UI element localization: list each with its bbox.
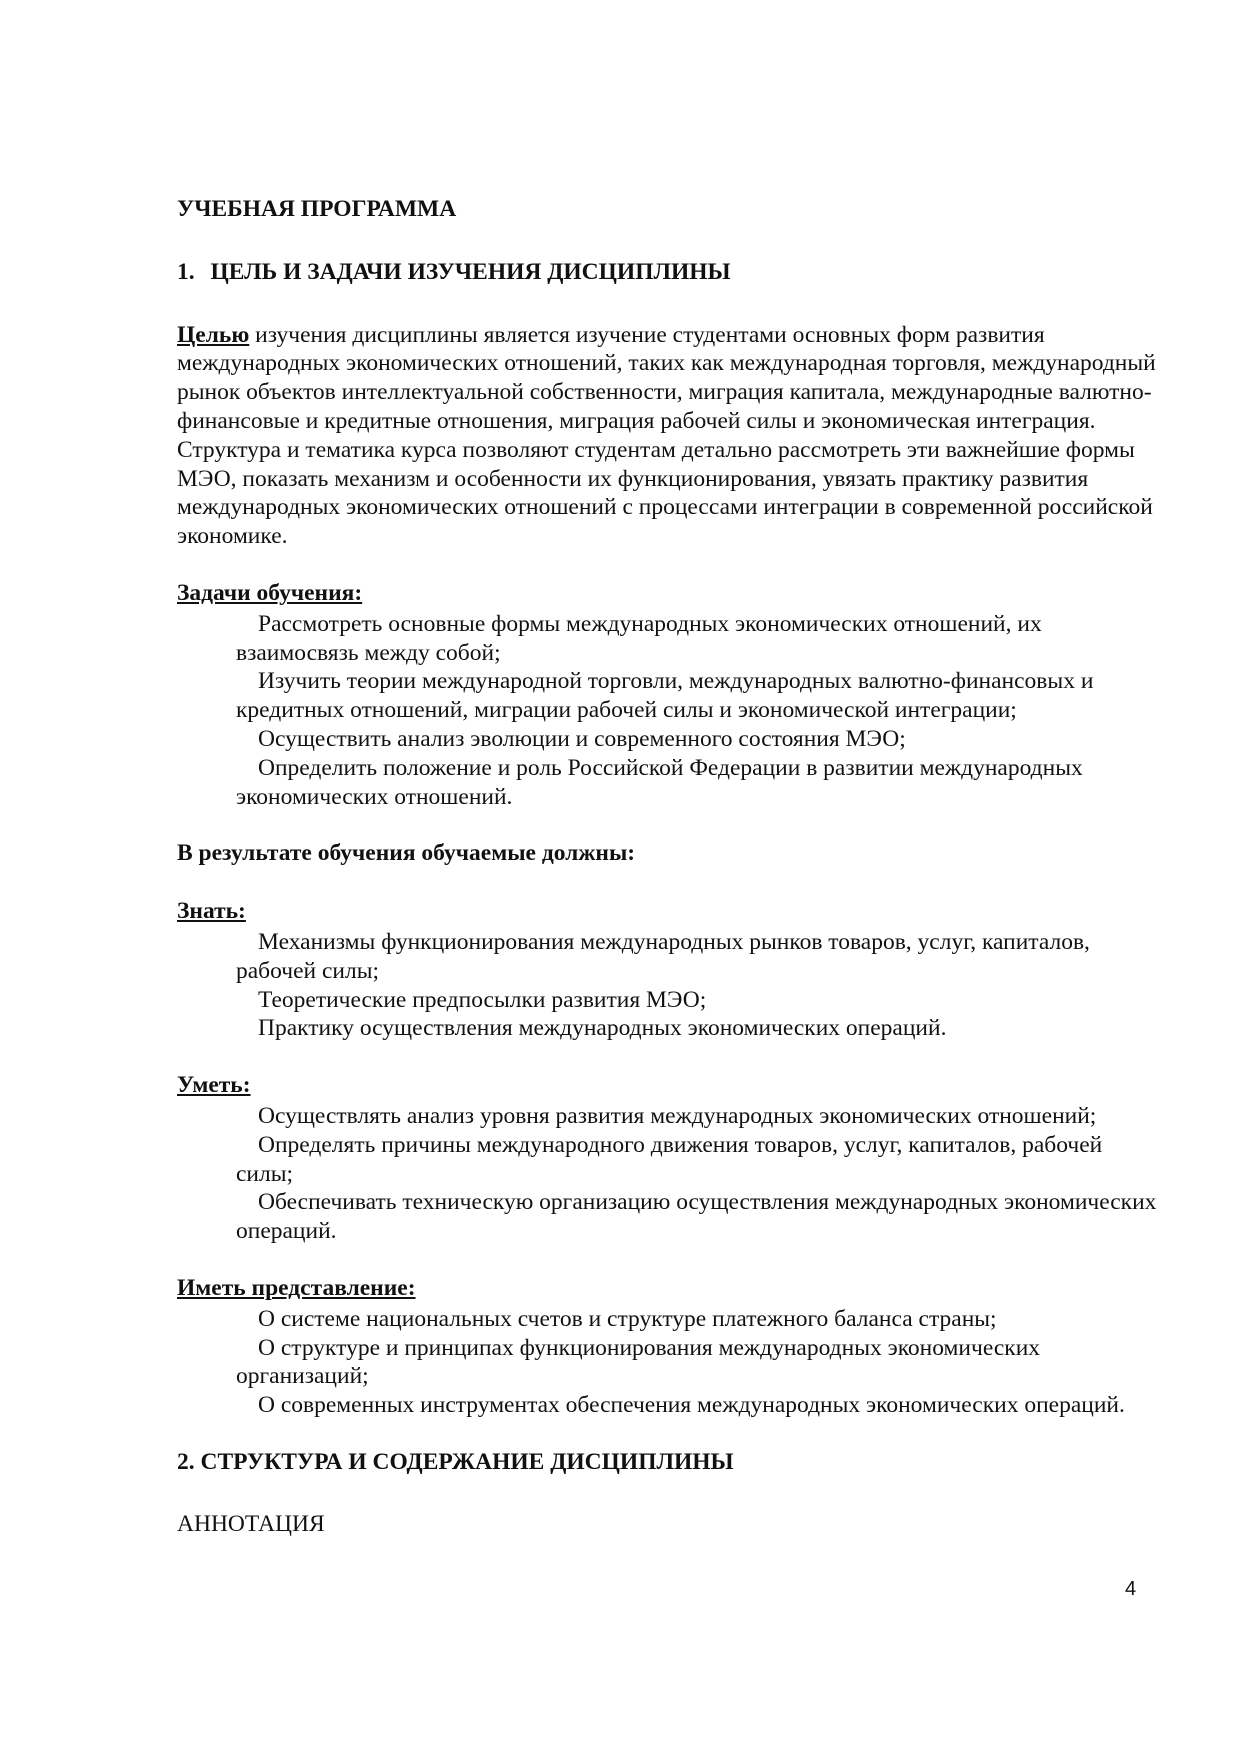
- idea-heading: Иметь представление:: [177, 1274, 416, 1301]
- results-heading: В результате обучения обучаемые должны:: [177, 840, 636, 867]
- tasks-list: [177, 610, 1162, 812]
- section-1-title: ЦЕЛЬ И ЗАДАЧИ ИЗУЧЕНИЯ ДИСЦИПЛИНЫ: [210, 258, 731, 285]
- list-item: Механизмы функционирования международных рынков товаров, услуг, капиталов, рабочей силы;: [236, 928, 1090, 984]
- list-item: Осуществить анализ эволюции и современного состояния МЭО;: [258, 725, 906, 752]
- section-1-number: 1.: [177, 258, 195, 285]
- list-item: О структуре и принципах функционирования международных экономических организаций;: [236, 1334, 1041, 1390]
- list-item: Обеспечивать техническую организацию осуществления международных экономических операций.: [236, 1189, 1157, 1245]
- list-item: Практику осуществления международных экономических операций.: [258, 1015, 947, 1042]
- can-heading: Уметь:: [177, 1072, 251, 1099]
- can-list: [177, 1102, 1162, 1246]
- annotation-label: АННОТАЦИЯ: [177, 1510, 325, 1537]
- page-number: 4: [1125, 1578, 1137, 1600]
- goal-term: Целью: [177, 321, 250, 348]
- tasks-heading: Задачи обучения:: [177, 579, 363, 606]
- list-item: Определять причины международного движения товаров, услуг, капиталов, рабочей силы;: [236, 1131, 1103, 1187]
- goal-text: изучения дисциплины является изучение студентами основных форм развития международных экономических отношений, таких как международная торговля, международный рынок объектов интеллектуальной собственности, миграция капитала, международные валютно-финансовые и кредитные отношения, миграция рабочей силы и экономическая интеграция. Структура и тематика курса позволяют студентам детально рассмотреть эти важнейшие формы МЭО, показать механизм и особенности их функционирования, увязать практику развития международных экономических отношений с процессами интеграции в современной российской экономике.: [177, 321, 1156, 550]
- section-2-heading: 2. СТРУКТУРА И СОДЕРЖАНИЕ ДИСЦИПЛИНЫ: [177, 1448, 734, 1475]
- document-title: УЧЕБНАЯ ПРОГРАММА: [177, 196, 457, 222]
- list-item: Осуществлять анализ уровня развития международных экономических отношений;: [258, 1102, 1097, 1129]
- list-item: Изучить теории международной торговли, международных валютно-финансовых и кредитных отношений, миграции рабочей силы и экономической интеграции;: [236, 668, 1094, 724]
- list-item: О современных инструментах обеспечения международных экономических операций.: [258, 1392, 1125, 1419]
- know-list: [177, 928, 1162, 1043]
- know-heading: Знать:: [177, 898, 246, 925]
- goal-paragraph: [177, 321, 1162, 551]
- list-item: Рассмотреть основные формы международных экономических отношений, их взаимосвязь между собой;: [236, 610, 1042, 666]
- list-item: Теоретические предпосылки развития МЭО;: [258, 986, 707, 1013]
- idea-list: [177, 1305, 1162, 1420]
- page-content: [177, 195, 1162, 1538]
- section-1-heading: [177, 258, 1162, 287]
- list-item: О системе национальных счетов и структуре платежного баланса страны;: [258, 1305, 997, 1332]
- list-item: Определить положение и роль Российской Федерации в развитии международных экономических отношений.: [236, 754, 1083, 810]
